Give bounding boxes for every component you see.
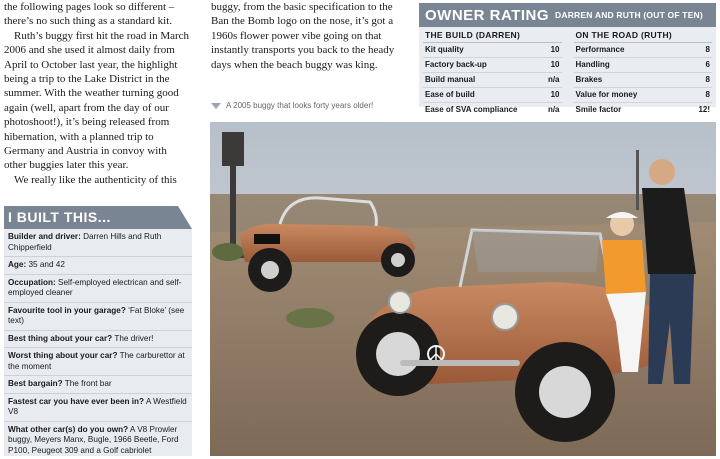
caption-text: A 2005 buggy that looks forty years older! xyxy=(226,101,374,110)
article-column-1 xyxy=(4,0,192,187)
rating-row xyxy=(574,43,713,58)
qa-item xyxy=(4,394,192,422)
qa-item xyxy=(4,275,192,303)
qa-item xyxy=(4,257,192,275)
qa-question: Occupation: xyxy=(8,277,56,287)
rating-label: Factory back-up xyxy=(425,60,487,69)
article-column-2 xyxy=(211,0,407,72)
build-ratings-heading: THE BUILD (DARREN) xyxy=(423,29,562,43)
rating-row xyxy=(423,58,562,73)
qa-question: Favourite tool in your garage? xyxy=(8,305,126,315)
qa-question: Best bargain? xyxy=(8,379,63,388)
qa-answer: ‘Fat Bloke’ (see text) xyxy=(8,305,185,325)
rating-label: Ease of build xyxy=(425,90,475,99)
qa-question: Age: xyxy=(8,260,27,269)
qa-answer: The front bar xyxy=(64,379,112,388)
buggy-photo-illustration xyxy=(210,122,716,456)
rating-row xyxy=(574,58,713,73)
qa-item xyxy=(4,376,192,394)
owner-rating-header xyxy=(419,3,716,27)
photo-caption xyxy=(211,101,411,110)
qa-answer: Darren Hills and Ruth Chipperfield xyxy=(8,232,162,252)
rating-value: 10 xyxy=(550,90,560,99)
rating-value: 8 xyxy=(705,45,710,54)
rating-value: 8 xyxy=(705,90,710,99)
rating-label: Performance xyxy=(575,45,625,54)
rating-value: n/a xyxy=(547,105,560,114)
i-built-this-panel xyxy=(4,206,192,456)
rating-row xyxy=(423,43,562,58)
paragraph: Ruth’s buggy first hit the road in March 2006 and she used it almost daily from April to October last year, the highlight being a trip to the Lake District in the summer. With the weather turning good again (well, apart from the day of our photoshoot!), it’s being released from hibernation, with a planned trip to Germany and Austria in convoy with other buggies later this year. xyxy=(4,29,190,172)
rating-row xyxy=(423,73,562,88)
build-ratings xyxy=(423,29,562,117)
road-ratings-heading: ON THE ROAD (RUTH) xyxy=(574,29,713,43)
qa-answer: A V8 Prowler buggy, Meyers Manx, Bugle, 1966 Beetle, Ford P100, Peugeot 309 and a Golf cabriolet xyxy=(8,424,179,455)
rating-label: Build manual xyxy=(425,75,476,84)
rating-row xyxy=(423,88,562,103)
rating-value: 8 xyxy=(705,75,710,84)
rating-row xyxy=(574,73,713,88)
rating-value: n/a xyxy=(547,75,560,84)
rating-label: Kit quality xyxy=(425,45,464,54)
rating-row xyxy=(574,88,713,103)
rating-value: 6 xyxy=(705,60,710,69)
rating-label: Handling xyxy=(575,60,610,69)
i-built-this-title: I BUILT THIS... xyxy=(4,206,192,229)
qa-item xyxy=(4,422,192,459)
road-ratings xyxy=(562,29,713,117)
qa-question: Best thing about your car? xyxy=(8,333,113,343)
rating-label: Value for money xyxy=(575,90,638,99)
qa-answer: Self-employed electrican and self-employed cleaner xyxy=(8,277,182,297)
qa-answer: The driver! xyxy=(114,333,154,343)
qa-item xyxy=(4,348,192,376)
qa-item xyxy=(4,229,192,257)
rating-value: 12! xyxy=(698,105,710,114)
paragraph: We really like the authenticity of this xyxy=(14,173,177,186)
qa-item xyxy=(4,331,192,349)
paragraph: buggy, from the basic specification to the Ban the Bomb logo on the nose, it’s got a 1960s flower power vibe going on that instantly transports you back to the heady days when the beach buggy was king. xyxy=(211,1,395,71)
rating-row xyxy=(574,103,713,117)
owner-rating-subtitle: DARREN AND RUTH (OUT OF TEN) xyxy=(555,10,703,20)
owner-rating-panel xyxy=(419,3,716,114)
paragraph: the following pages look so different – there’s no such thing as a standard kit. xyxy=(4,1,175,28)
buggy-photo xyxy=(210,122,716,456)
qa-question: Fastest car you have ever been in? xyxy=(8,396,145,406)
rating-label: Smile factor xyxy=(575,105,622,114)
caption-triangle-icon xyxy=(211,103,221,109)
owner-rating-title: OWNER RATING xyxy=(425,6,550,24)
rating-label: Brakes xyxy=(575,75,603,84)
qa-question: What other car(s) do you own? xyxy=(8,424,129,434)
rating-value: 10 xyxy=(550,45,560,54)
qa-question: Worst thing about your car? xyxy=(8,351,118,360)
qa-answer: The carburettor at the moment xyxy=(8,351,185,371)
qa-question: Builder and driver: xyxy=(8,232,81,241)
qa-answer: 35 and 42 xyxy=(28,260,65,269)
rating-label: Ease of SVA compliance xyxy=(425,105,518,114)
rating-value: 10 xyxy=(550,60,560,69)
qa-item xyxy=(4,303,192,331)
qa-answer: A Westfield V8 xyxy=(8,396,187,416)
rating-row xyxy=(423,103,562,117)
